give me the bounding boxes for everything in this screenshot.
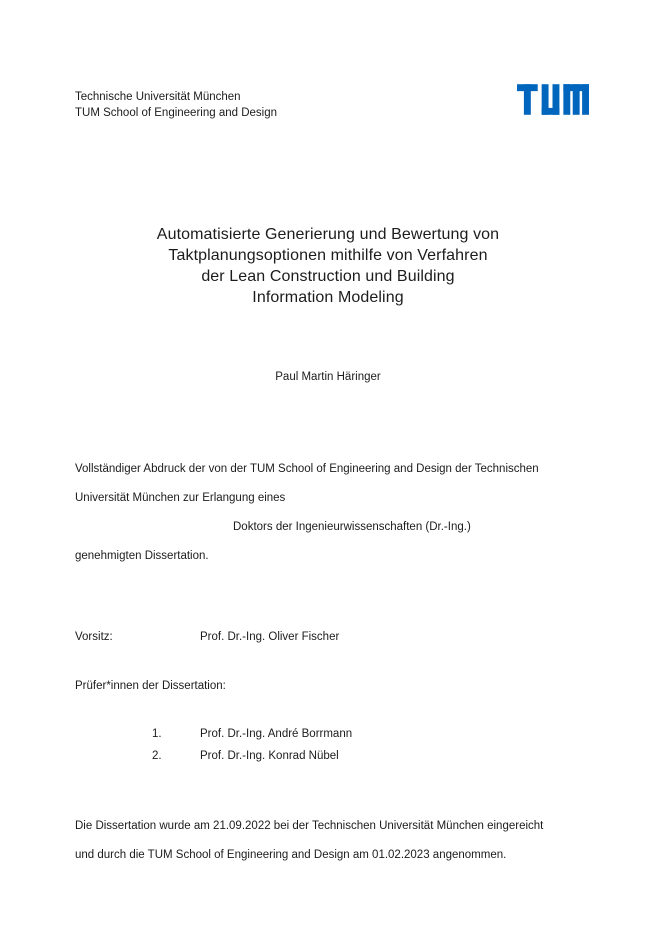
approval-line: Universität München zur Erlangung eines [75, 492, 286, 504]
examiners-heading: Prüfer*innen der Dissertation: [75, 680, 226, 692]
submission-line: Die Dissertation wurde am 21.09.2022 bei der Technischen Universität München eingereicht [75, 820, 544, 832]
examiners-list [152, 723, 352, 767]
approval-paragraph [75, 455, 539, 571]
examiner-number: 2. [152, 750, 162, 762]
institution-name: Technische Universität München [75, 91, 241, 103]
tum-logo [517, 84, 589, 115]
tum-logo-icon [517, 84, 589, 115]
title-line: Information Modeling [252, 289, 404, 306]
examiner-row [152, 723, 352, 745]
examiner-name: Prof. Dr.-Ing. André Borrmann [200, 728, 353, 740]
chair-label: Vorsitz: [75, 631, 113, 643]
title-line: Automatisierte Generierung und Bewertung von [156, 226, 500, 243]
chair-name: Prof. Dr.-Ing. Oliver Fischer [200, 631, 340, 643]
school-name: TUM School of Engineering and Design [75, 107, 278, 119]
examiner-number: 1. [152, 728, 162, 740]
title-line: Taktplanungsoptionen mithilfe von Verfahren [168, 247, 488, 264]
examiner-row [152, 745, 352, 767]
dissertation-title [0, 224, 656, 308]
degree-line: Doktors der Ingenieurwissenschaften (Dr.-Ing.) [233, 521, 471, 533]
approval-line: Vollständiger Abdruck der von der TUM School of Engineering and Design der Technischen [75, 463, 539, 475]
examiner-name: Prof. Dr.-Ing. Konrad Nübel [200, 750, 339, 762]
institution-header [75, 89, 277, 121]
author-name: Paul Martin Häringer [275, 371, 381, 383]
chair-row [75, 631, 339, 643]
submission-line: und durch die TUM School of Engineering and Design am 01.02.2023 angenommen. [75, 849, 507, 861]
title-line: der Lean Construction und Building [201, 268, 455, 285]
approval-line: genehmigten Dissertation. [75, 550, 209, 562]
submission-note [75, 812, 543, 870]
